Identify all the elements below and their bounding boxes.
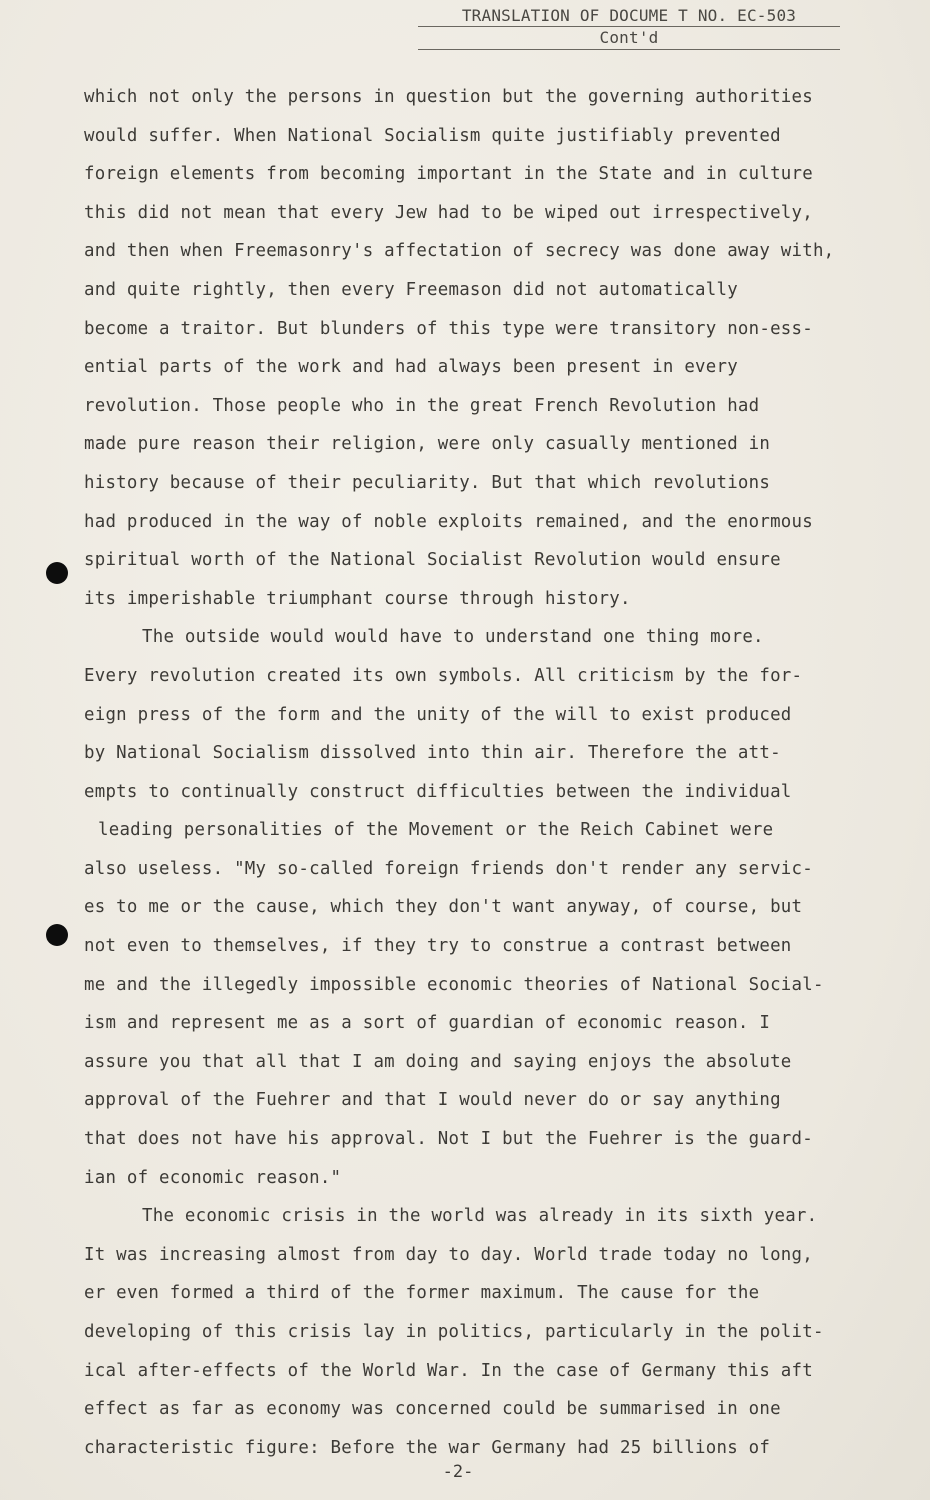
paragraph-1 (84, 78, 884, 618)
text-line: It was increasing almost from day to day. World trade today no long, (84, 1244, 813, 1265)
page-number: -2- (442, 1462, 474, 1482)
text-line: leading personalities of the Movement or the Reich Cabinet were (98, 820, 774, 841)
text-line: er even formed a third of the former maximum. The cause for the (84, 1283, 760, 1304)
text-line: ical after-effects of the World War. In the case of Germany this aft (84, 1360, 813, 1381)
punch-hole-upper (46, 562, 68, 584)
text-line: this did not mean that every Jew had to be wiped out irrespectively, (84, 202, 813, 223)
text-line: which not only the persons in question but the governing authorities (84, 87, 813, 107)
text-line: become a traitor. But blunders of this type were transitory non-ess- (84, 318, 813, 339)
text-line: would suffer. When National Socialism quite justifiably prevented (84, 125, 781, 146)
text-line: approval of the Fuehrer and that I would never do or say anything (84, 1090, 781, 1111)
text-line: not even to themselves, if they try to construe a contrast between (84, 936, 792, 957)
paragraph-3 (84, 1197, 884, 1467)
text-line: empts to continually construct difficulties between the individual (84, 781, 792, 802)
text-line: eign press of the form and the unity of the will to exist produced (84, 704, 792, 725)
text-line: foreign elements from becoming important in the State and in culture (84, 164, 813, 185)
text-line: had produced in the way of noble exploits remained, and the enormous (84, 511, 813, 532)
paragraph-2 (84, 618, 884, 1197)
document-header (418, 6, 840, 50)
text-line: that does not have his approval. Not I but the Fuehrer is the guard- (84, 1129, 813, 1150)
text-line: The economic crisis in the world was already in its sixth year. (142, 1206, 818, 1227)
text-line: assure you that all that I am doing and saying enjoys the absolute (84, 1051, 792, 1072)
text-line: and quite rightly, then every Freemason did not automatically (84, 279, 738, 300)
text-line: developing of this crisis lay in politics, particularly in the polit- (84, 1322, 824, 1342)
text-line: and then when Freemasonry's affectation of secrecy was done away with, (84, 241, 835, 262)
text-line: ism and represent me as a sort of guardian of economic reason. I (84, 1013, 771, 1034)
text-line: revolution. Those people who in the great French Revolution had (84, 395, 760, 416)
document-body (84, 78, 884, 1467)
text-line: effect as far as economy was concerned could be summarised in one (84, 1399, 781, 1420)
text-line: Every revolution created its own symbols. All criticism by the for- (84, 665, 803, 686)
page-footer (0, 1462, 930, 1482)
punch-hole-lower (46, 924, 68, 946)
text-line: The outside would would have to understand one thing more. (142, 627, 764, 648)
text-line: by National Socialism dissolved into thin air. Therefore the att- (84, 743, 781, 764)
text-line: spiritual worth of the National Socialist Revolution would ensure (84, 550, 781, 571)
text-line: ian of economic reason." (84, 1167, 342, 1188)
text-line: me and the illegedly impossible economic theories of National Social- (84, 974, 824, 995)
document-title: TRANSLATION OF DOCUME T NO. EC-503 (418, 6, 840, 27)
text-line: es to me or the cause, which they don't want anyway, of course, but (84, 897, 803, 918)
text-line: characteristic figure: Before the war Germany had 25 billions of (84, 1437, 771, 1458)
text-line: its imperishable triumphant course through history. (84, 588, 631, 609)
text-line: history because of their peculiarity. But that which revolutions (84, 472, 771, 493)
text-line: made pure reason their religion, were only casually mentioned in (84, 434, 771, 455)
text-line: ential parts of the work and had always been present in every (84, 357, 738, 378)
document-subtitle: Cont'd (418, 28, 840, 50)
text-line: also useless. "My so-called foreign friends don't render any servic- (84, 858, 813, 879)
